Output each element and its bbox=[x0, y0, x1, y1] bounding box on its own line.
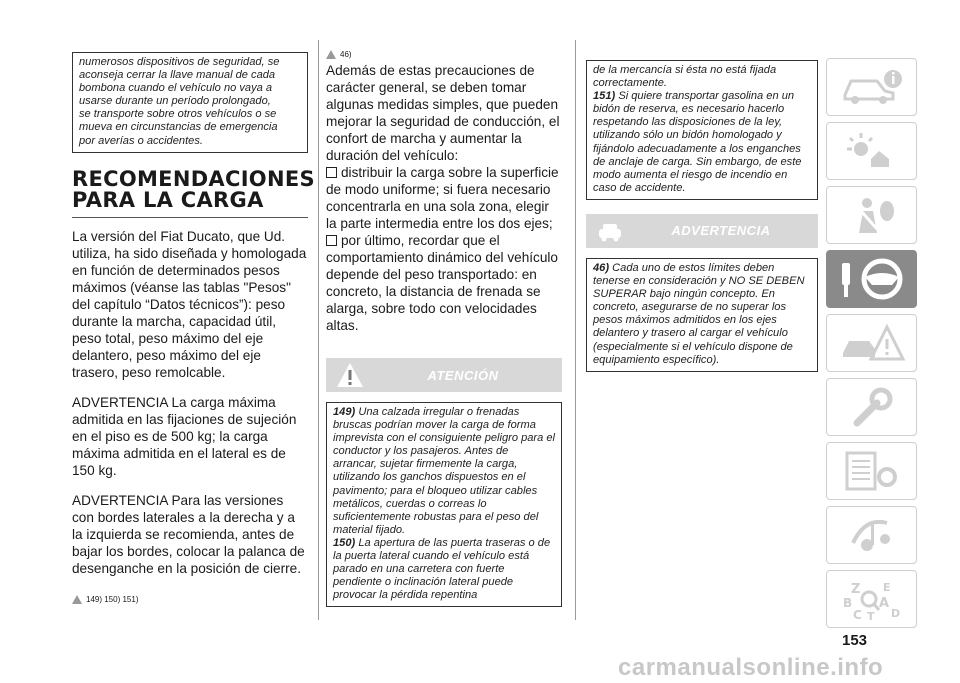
note-number: 151) bbox=[593, 90, 616, 103]
warning-triangle-icon bbox=[326, 50, 336, 59]
note-149 bbox=[333, 406, 555, 537]
bullet-text: distribuir la carga sobre la superficie de modo uniforme; si fuera necesario concentrarla en una sola zona, elegir la parte intermedia entre los dos ejes; bbox=[326, 165, 559, 231]
note-number: 150) bbox=[333, 536, 356, 549]
heading-line-2: PARA LA CARGA bbox=[72, 187, 264, 212]
warning-triangle-car-icon bbox=[837, 321, 907, 365]
note-line: numerosos dispositivos de seguridad, se bbox=[79, 56, 280, 68]
attention-banner bbox=[326, 358, 562, 392]
note-151 bbox=[593, 90, 811, 195]
note-number: 46) bbox=[593, 261, 610, 274]
tab-car-info[interactable] bbox=[826, 58, 917, 116]
checkbox-bullet-icon bbox=[326, 167, 337, 178]
note-text: Cada uno de estos límites deben tenerse en consideración y NO SE DEBEN SUPERAR bajo ningún concepto. En concreto, asegurarse de no superar los pesos máximos admitidos en los ejes delantero y trasero al cargar el vehículo (especialmente si el vehículo dispone de equipamiento específico). bbox=[593, 261, 805, 366]
car-info-icon bbox=[837, 65, 907, 109]
banner-title: ATENCIÓN bbox=[427, 367, 499, 383]
continued-text: de la mercancía si ésta no está fijada correctamente. bbox=[593, 64, 777, 90]
warning-sign-icon bbox=[336, 361, 364, 389]
index-letter: C bbox=[852, 608, 862, 621]
index-letter: Z bbox=[850, 582, 860, 597]
bullet-distribute-load bbox=[326, 164, 562, 232]
paragraph-precautions: Además de estas precauciones de carácter general, se deben tomar algunas medidas simples, que pueden mejorar la seguridad de conducción, el confort de marcha y aumentar la duración del vehículo: bbox=[326, 63, 560, 163]
seatbelt-airbag-icon bbox=[837, 193, 907, 237]
tab-index[interactable] bbox=[826, 570, 917, 628]
chapter-sidebar bbox=[826, 58, 917, 634]
note-line: se transporte sobre otros vehículos o se bbox=[79, 108, 277, 121]
bullet-text: por último, recordar que el comportamiento dinámico del vehículo depende del peso transportado: en concreto, la distancia de frenada se alarga, sobre todo con velocidades altas. bbox=[326, 233, 558, 333]
page-number: 153 bbox=[842, 632, 868, 649]
column-1 bbox=[72, 52, 315, 604]
reference-number: 46) bbox=[340, 50, 352, 59]
document-gear-icon bbox=[837, 449, 907, 493]
advertencia-notes-box bbox=[586, 258, 818, 372]
index-letter: B bbox=[842, 596, 852, 610]
warning-references bbox=[72, 595, 308, 604]
key-steering-wheel-icon bbox=[834, 255, 910, 303]
reference-numbers: 149) 150) 151) bbox=[86, 594, 139, 604]
index-letter: T bbox=[866, 610, 875, 621]
note-text: Si quiere transportar gasolina en un bidón de reserva, es necesario hacerlo respetando las disposiciones de la ley, utilizando sólo un bidón homologado y fijándolo adecuadamente a los enganches de anclaje de carga. Sin embargo, de este modo aumenta el riesgo de incendio en caso de accidente. bbox=[593, 90, 802, 194]
section-heading bbox=[72, 166, 315, 218]
attention-notes-box bbox=[326, 402, 562, 607]
note-150 bbox=[333, 537, 555, 602]
dashboard-lights-icon bbox=[837, 129, 907, 173]
tab-emergency[interactable] bbox=[826, 314, 917, 372]
alphabet-index-icon bbox=[837, 577, 907, 621]
index-letter: D bbox=[890, 607, 900, 620]
note-number: 149) bbox=[333, 406, 356, 418]
advertencia-banner bbox=[586, 214, 818, 248]
tab-maintenance[interactable] bbox=[826, 378, 917, 436]
tab-multimedia[interactable] bbox=[826, 506, 917, 564]
checkbox-bullet-icon bbox=[326, 235, 337, 246]
tab-safety[interactable] bbox=[826, 186, 917, 244]
paragraph-side-boards: ADVERTENCIA Para las versiones con bordes laterales a la derecha y a la izquierda se recomienda, antes de bajar los bordes, colocar la palanca de desenganche en la posición de cierre. bbox=[72, 492, 305, 576]
car-load-warning-icon bbox=[596, 217, 624, 245]
heading-line-1: RECOMENDACIONES bbox=[72, 166, 315, 191]
music-note-icon bbox=[837, 513, 907, 557]
paragraph-max-load: ADVERTENCIA La carga máxima admitida en las fijaciones de sujeción en el piso es de 500 kg; la carga máxima admitida en el lateral es de 150 kg. bbox=[72, 394, 297, 478]
watermark: carmanualsonline.info bbox=[618, 654, 884, 681]
banner-title: ADVERTENCIA bbox=[671, 223, 771, 239]
continued-notes-box bbox=[586, 60, 818, 200]
note-line: por averías o accidentes. bbox=[79, 134, 203, 147]
tab-starting-driving[interactable] bbox=[826, 250, 917, 308]
index-letter: A bbox=[878, 596, 889, 611]
note-line: usarse durante un período prolongado, bbox=[79, 95, 271, 108]
bullet-dynamic-behaviour bbox=[326, 232, 562, 334]
column-2 bbox=[326, 50, 562, 607]
warning-triangle-icon bbox=[72, 595, 82, 604]
note-line: bombona cuando el vehículo no vaya a bbox=[79, 82, 273, 95]
column-divider-right bbox=[575, 40, 576, 620]
attention-reference bbox=[326, 50, 562, 59]
tab-dashboard[interactable] bbox=[826, 122, 917, 180]
wrench-icon bbox=[837, 385, 907, 429]
column-3 bbox=[586, 60, 818, 372]
tab-technical-data[interactable] bbox=[826, 442, 917, 500]
note-text: La apertura de las puerta traseras o de la puerta lateral cuando el vehículo está parado en una carretera con fuerte pendiente o inclinación lateral puede provocar la pérdida repentina bbox=[333, 536, 551, 602]
lpg-note-box bbox=[72, 52, 308, 153]
paragraph-weights: La versión del Fiat Ducato, que Ud. utiliza, ha sido diseñada y homologada en función de determinados pesos máximos (véanse las tablas "Pesos" del capítulo “Datos técnicos”): peso durante la marcha, capacidad útil, peso total, peso máximo del eje delantero, peso máximo del eje trasero, peso remolcable. bbox=[72, 228, 307, 380]
note-line: mueva en circunstancias de emergencia bbox=[79, 121, 278, 134]
index-letter: E bbox=[882, 581, 891, 594]
note-line: aconseja cerrar la llave manual de cada bbox=[79, 69, 276, 82]
note-text: Una calzada irregular o frenadas bruscas podrían mover la carga de forma imprevista con el consiguiente peligro para el conductor y los pasajeros. Antes de arrancar, sujetar firmemente la carga, utilizando los ganchos dispuestos en el pavimento; para el bloqueo utilizar cables metálicos, cuerdas o correas lo suficientemente robustas para el peso del material fijado. bbox=[333, 406, 555, 536]
column-divider-left bbox=[318, 40, 319, 620]
